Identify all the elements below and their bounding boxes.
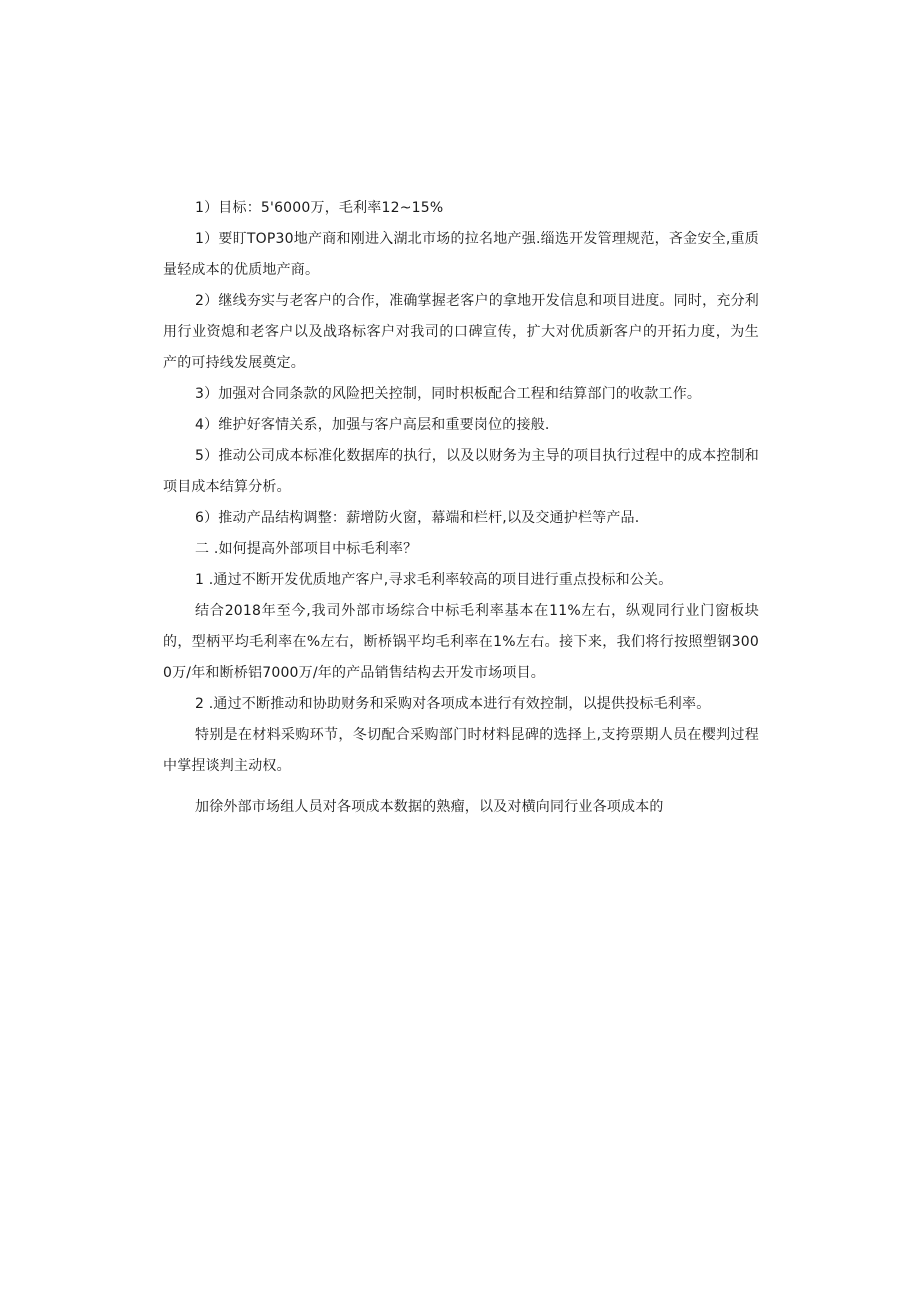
paragraph-margin-analysis: 结合2018年至今,我司外部市场综合中标毛利率基本在11%左右，纵观同行业门窗板块的，型柄平均毛利率在%左右，断桥锅平均毛利率在1%左右。接下来，我们将行按照塑钢3000万/年和断桥铝7000万/年的产品销售结构去开发市场项目。 [163,603,759,681]
paragraph-item-1: 1）要盯TOP30地产商和刚进入湖北市场的拉名地产强.缁选开发管理规范，吝金安全,重质量轻成本的优质地产商。 [163,231,759,278]
paragraph-item-5: 5）推动公司成本标准化数据库的执行，以及以财务为主导的项目执行过程中的成本控制和项目成本结算分析。 [163,448,759,495]
paragraph-item-6: 6）推动产品结构调整：薪增防火窗，幕端和栏杆,以及交通护栏等产品. [195,510,640,526]
document-body [163,193,759,823]
paragraph-item-4: 4）维护好客情关系，加强与客户高层和重要岗位的接般. [195,417,550,433]
paragraph-item-2: 2）继线夯实与老客户的合作，准确掌握老客户的拿地开发信息和项目进度。同时，充分利用行业资熄和老客户以及战珞标客户对我司的口碑宣传，扩大对优质新客户的开拓力度，为生产的可持线发展奠定。 [163,293,759,371]
subsection-2: 2 .通过不断推动和协助财务和采购对各项成本进行有效控制，以提供投标毛利率。 [195,696,711,712]
section-heading-2: 二 .如何提高外部项目中标毛利率？ [195,541,418,557]
paragraph-cost-data: 加徐外部市场组人员对各项成本数据的熟瘤，以及对横向同行业各项成本的 [195,799,664,815]
subsection-1: 1 .通过不断开发优质地产客户,寻求毛利率较高的项目进行重点投标和公关。 [195,572,673,588]
paragraph-procurement: 特别是在材料采购环节，冬切配合采购部门时材料昆碑的选择上,支挎票期人员在樱判过程中掌捏谈判主动权。 [163,727,759,774]
paragraph-item-3: 3）加强对合同条款的风险把关控制，同时枳板配合工程和结算部门的收款工作。 [195,386,702,402]
paragraph-target: 1）目标：5'6000万，毛利率12~15% [195,200,444,216]
